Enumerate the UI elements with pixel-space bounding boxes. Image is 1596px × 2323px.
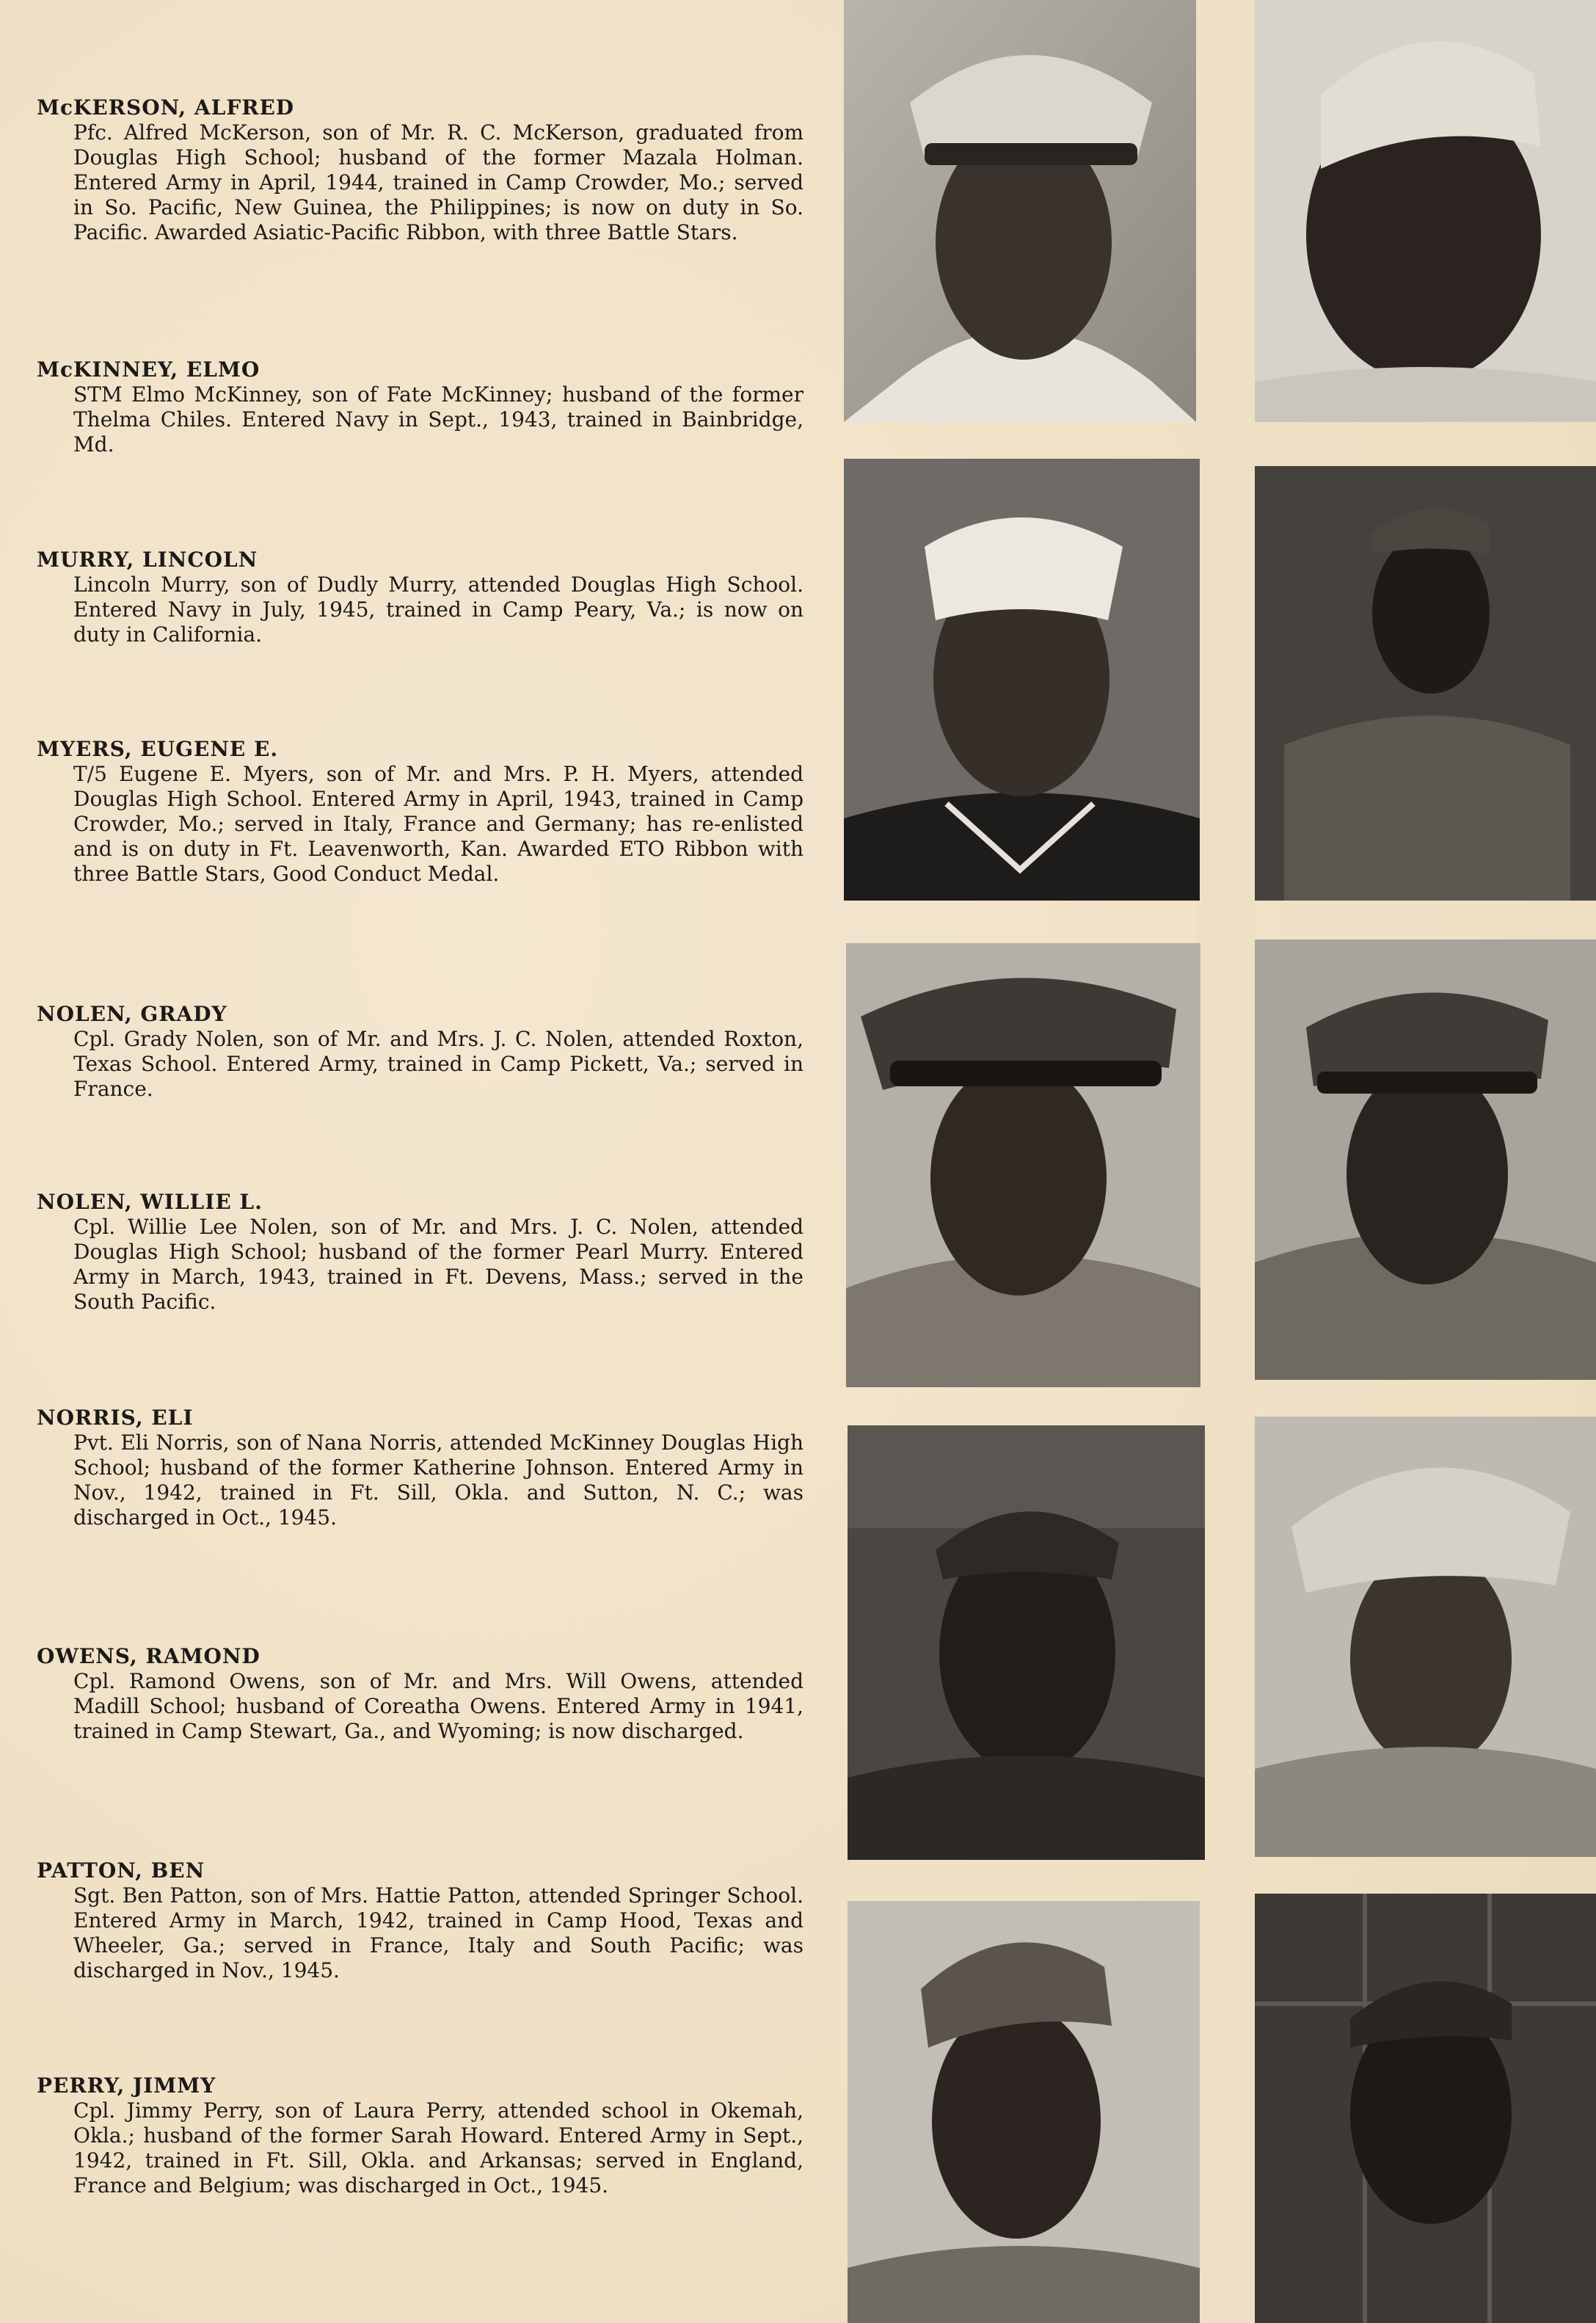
- entry-name: PERRY, JIMMY: [37, 2073, 216, 2098]
- portrait-white-cap-photo: [844, 0, 1196, 422]
- portrait-garrison-cap-dark-photo: [848, 1425, 1205, 1860]
- entry-owens-ramond: [37, 1644, 804, 1744]
- entry-bio: Pfc. Alfred McKerson, son of Mr. R. C. McKerson, graduated from Douglas High School; husband of the former Mazala Holman. Entered Army in April, 1944, trained in Camp Crowder, Mo.; served in So. Pacific, New Guinea, the Philippines; is now on duty in So. Pacific. Awarded Asiatic-Pacific Ribbon, with three Battle Stars.: [73, 120, 804, 244]
- entry-murry-lincoln: [37, 548, 804, 647]
- entry-nolen-grady: [37, 1002, 804, 1102]
- entry-mckerson-alfred: [37, 95, 804, 245]
- entry-name: McKINNEY, ELMO: [37, 357, 260, 382]
- portrait-sailor-cap-photo: [844, 459, 1200, 901]
- portrait-garrison-cap-photo: [848, 1901, 1200, 2323]
- entry-patton-ben: [37, 1858, 804, 1983]
- entry-name: PATTON, BEN: [37, 1858, 205, 1883]
- photo-gutter: [1196, 0, 1255, 2323]
- entry-bio: Pvt. Eli Norris, son of Nana Norris, attended McKinney Douglas High School; husband of the former Katherine Johnson. Entered Army in Nov., 1942, trained in Ft. Sill, Okla. and Sutton, N. C.; was discharged in Oct., 1945.: [73, 1430, 804, 1530]
- entry-name: NOLEN, WILLIE L.: [37, 1190, 263, 1214]
- entry-bio: Cpl. Jimmy Perry, son of Laura Perry, attended school in Okemah, Okla.; husband of the former Sarah Howard. Entered Army in Sept., 1942, trained in Ft. Sill, Okla. and Arkansas; served in England, France and Belgium; was discharged in Oct., 1945.: [73, 2098, 804, 2197]
- portrait-army-service-cap-light-photo: [1255, 1417, 1596, 1857]
- entry-bio: Sgt. Ben Patton, son of Mrs. Hattie Patton, attended Springer School. Entered Army in March, 1942, trained in Camp Hood, Texas and Wheeler, Ga.; served in France, Italy and South Pacific; was discharged in Nov., 1945.: [73, 1883, 804, 1982]
- entry-name: OWENS, RAMOND: [37, 1644, 260, 1668]
- entry-myers-eugene: [37, 737, 804, 887]
- entry-bio: Cpl. Willie Lee Nolen, son of Mr. and Mrs. J. C. Nolen, attended Douglas High School; husband of the former Pearl Murry. Entered Army in March, 1943, trained in Ft. Devens, Mass.; served in the South Pacific.: [73, 1215, 804, 1314]
- entry-bio: T/5 Eugene E. Myers, son of Mr. and Mrs. P. H. Myers, attended Douglas High School. Entered Army in April, 1943, trained in Camp Crowder, Mo.; served in Italy, France and Germany; has re-enlisted and is on duty in Ft. Leavenworth, Kan. Awarded ETO Ribbon with three Battle Stars, Good Conduct Medal.: [73, 762, 804, 886]
- entry-bio: Lincoln Murry, son of Dudly Murry, attended Douglas High School. Entered Navy in July, 1945, trained in Camp Peary, Va.; is now on duty in California.: [73, 572, 804, 647]
- entry-name: NORRIS, ELI: [37, 1406, 194, 1430]
- entry-bio: Cpl. Ramond Owens, son of Mr. and Mrs. Will Owens, attended Madill School; husband of Coreatha Owens. Entered Army in 1941, trained in Camp Stewart, Ga., and Wyoming; is now discharged.: [73, 1669, 804, 1743]
- entry-bio: Cpl. Grady Nolen, son of Mr. and Mrs. J. C. Nolen, attended Roxton, Texas School. Entered Army, trained in Camp Pickett, Va.; served in France.: [73, 1027, 804, 1101]
- entry-nolen-willie: [37, 1190, 804, 1315]
- entry-mckinney-elmo: [37, 357, 804, 457]
- entry-bio: STM Elmo McKinney, son of Fate McKinney; husband of the former Thelma Chiles. Entered Navy in Sept., 1943, trained in Bainbridge, Md.: [73, 382, 804, 457]
- entry-norris-eli: [37, 1406, 804, 1530]
- portrait-garrison-cap-window-photo: [1255, 1894, 1596, 2323]
- entry-name: McKERSON, ALFRED: [37, 95, 295, 120]
- entry-name: MYERS, EUGENE E.: [37, 737, 279, 761]
- entry-perry-jimmy: [37, 2073, 804, 2198]
- entry-name: MURRY, LINCOLN: [37, 548, 258, 572]
- portrait-army-service-cap-photo: [846, 943, 1200, 1387]
- entry-name: NOLEN, GRADY: [37, 1002, 227, 1026]
- portrait-army-service-cap-photo: [1255, 939, 1596, 1380]
- portrait-army-service-cap-photo: [1255, 466, 1596, 901]
- portrait-white-garrison-cap-photo: [1255, 0, 1596, 422]
